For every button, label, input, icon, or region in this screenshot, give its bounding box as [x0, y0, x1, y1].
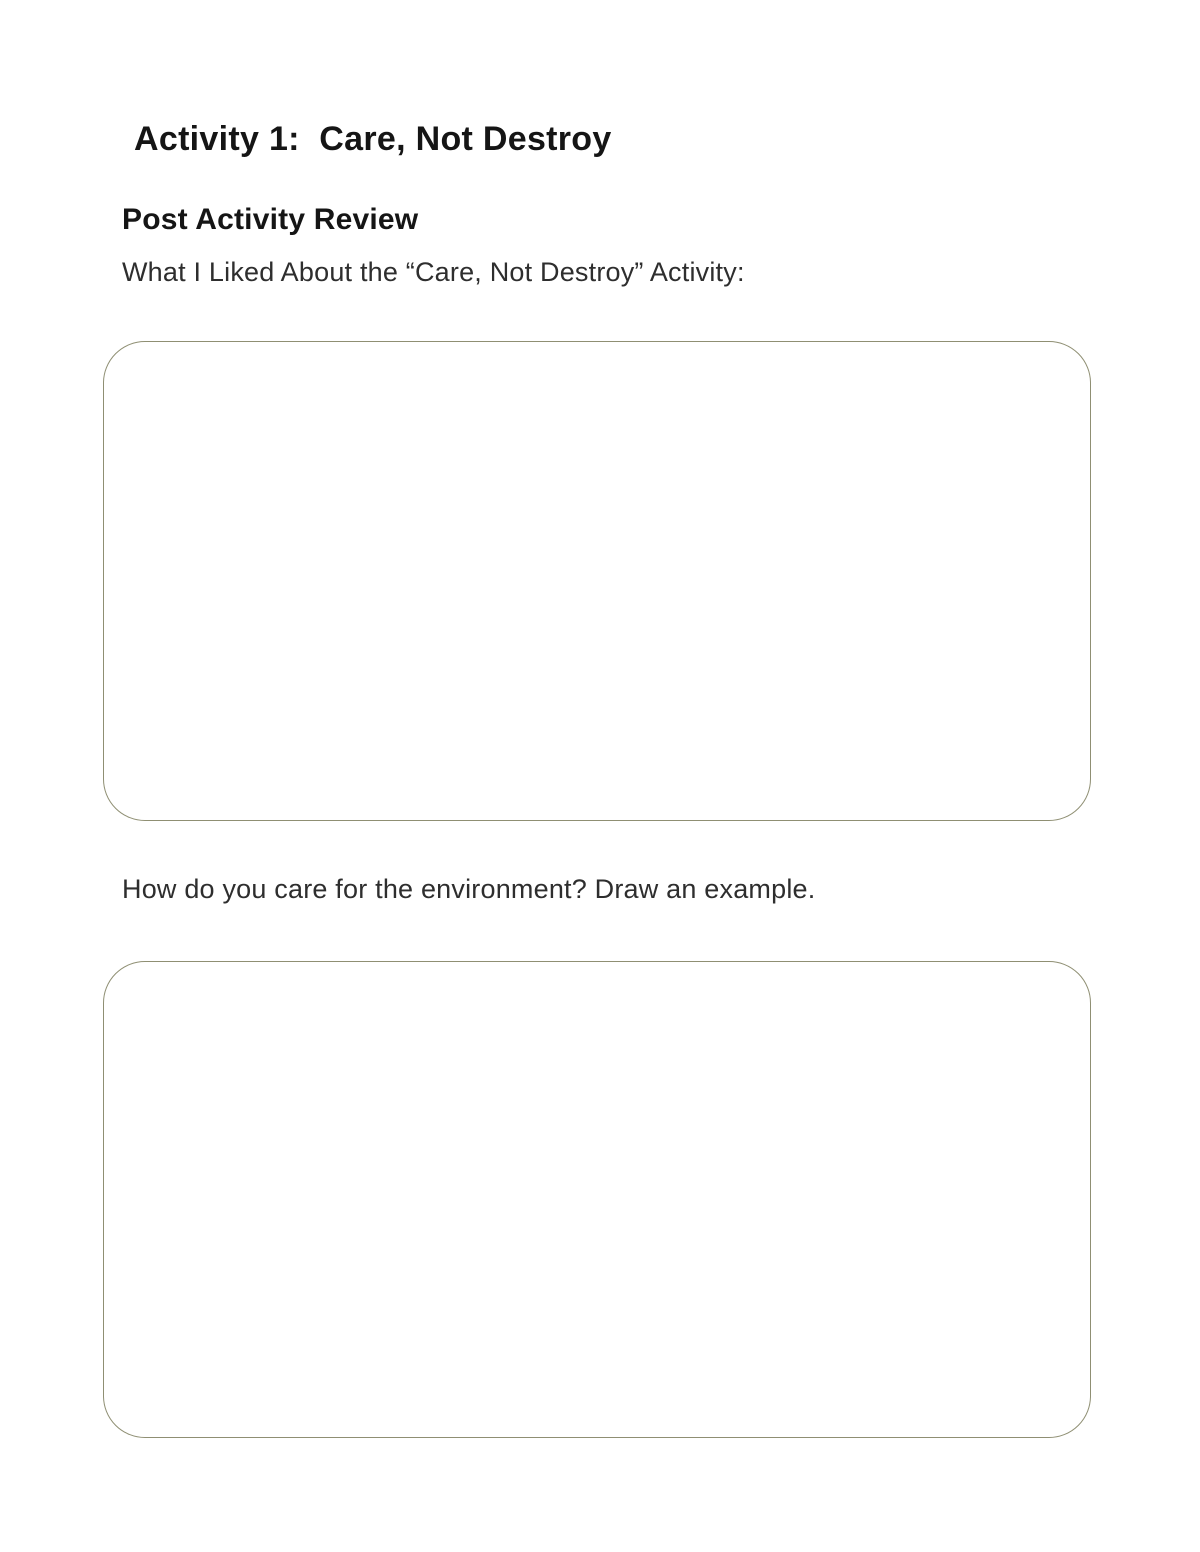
liked-question-label: What I Liked About the “Care, Not Destroy” Activity:	[122, 257, 745, 287]
draw-question-label: How do you care for the environment? Draw an example.	[122, 874, 816, 904]
liked-answer-box[interactable]	[103, 341, 1091, 821]
page-title: Activity 1: Care, Not Destroy	[134, 120, 612, 158]
draw-answer-box[interactable]	[103, 961, 1091, 1438]
section-heading: Post Activity Review	[122, 203, 419, 236]
